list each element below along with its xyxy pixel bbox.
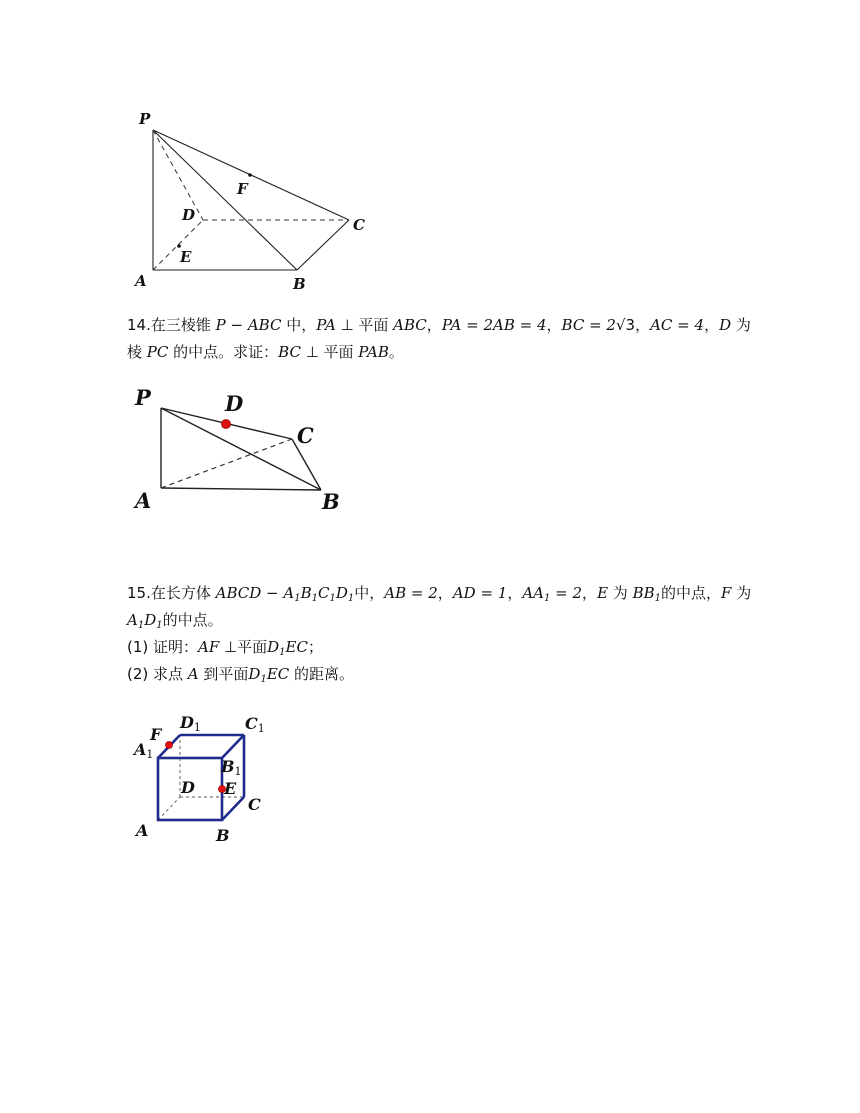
label-e: E	[224, 779, 237, 798]
point-d	[222, 420, 231, 429]
problem-15-part-2: (2) 求点 A 到平面$D_1EC$ 的距离。	[127, 665, 355, 685]
edge-ac	[161, 439, 292, 488]
label-f: F	[237, 180, 248, 198]
problem-14-line-2: 棱 PC 的中点。求证：BC ⊥ 平面 PAB。	[127, 343, 404, 361]
pyramid-figure-14	[125, 380, 355, 520]
point-f	[165, 741, 172, 748]
problem-14-line-1: 14.在三棱锥 P − ABC 中，PA ⊥ 平面 ABC，PA = 2AB = 4，BC = 2√3，AC = 4，D 为	[127, 316, 751, 334]
label-p: P	[139, 110, 151, 128]
problem-15-text	[127, 580, 752, 688]
problem-15-line-2: $A_1D_1$的中点。	[127, 611, 223, 631]
label-a: A	[136, 821, 149, 840]
problem-14-text	[127, 312, 751, 366]
edge-bc	[297, 220, 349, 270]
label-f: F	[150, 725, 162, 744]
label-a: A	[135, 488, 152, 513]
label-e: E	[180, 248, 192, 266]
point-f	[248, 173, 252, 177]
label-a: A	[135, 272, 147, 290]
label-c: C	[248, 795, 261, 814]
label-c: C	[353, 216, 365, 234]
sqrt-three: √3	[615, 316, 636, 334]
problem-15-part-1: (1) 证明：AF ⊥平面$D_1EC$；	[127, 638, 323, 658]
problem-15-number: 15.	[127, 584, 151, 602]
edge-ab	[161, 488, 321, 490]
label-d: D	[181, 778, 195, 797]
label-c: C	[297, 423, 314, 448]
edge-b-c	[222, 797, 244, 820]
label-c1: C1	[245, 714, 265, 735]
label-d1: D1	[180, 713, 201, 734]
label-a1: A1	[134, 740, 154, 761]
edge-pd	[153, 130, 203, 220]
pyramid-figure-13	[125, 105, 385, 300]
label-d: D	[225, 391, 244, 416]
problem-14-number: 14.	[127, 316, 151, 334]
label-b1: B1	[221, 757, 242, 778]
problem-15-line-1: 15.在长方体 ABCD − $A_1B_1C_1D_1$中，AB = 2，AD = 1，$AA_1 = 2$，E 为 $BB_1$的中点，F 为	[127, 584, 752, 604]
label-d: D	[182, 206, 196, 224]
cuboid-figure-15	[128, 708, 278, 853]
label-p: P	[135, 385, 151, 410]
label-b: B	[216, 826, 230, 845]
edge-b1-c1	[222, 735, 244, 758]
edge-a-d	[158, 797, 180, 820]
label-b: B	[293, 275, 306, 293]
label-b: B	[322, 489, 340, 514]
